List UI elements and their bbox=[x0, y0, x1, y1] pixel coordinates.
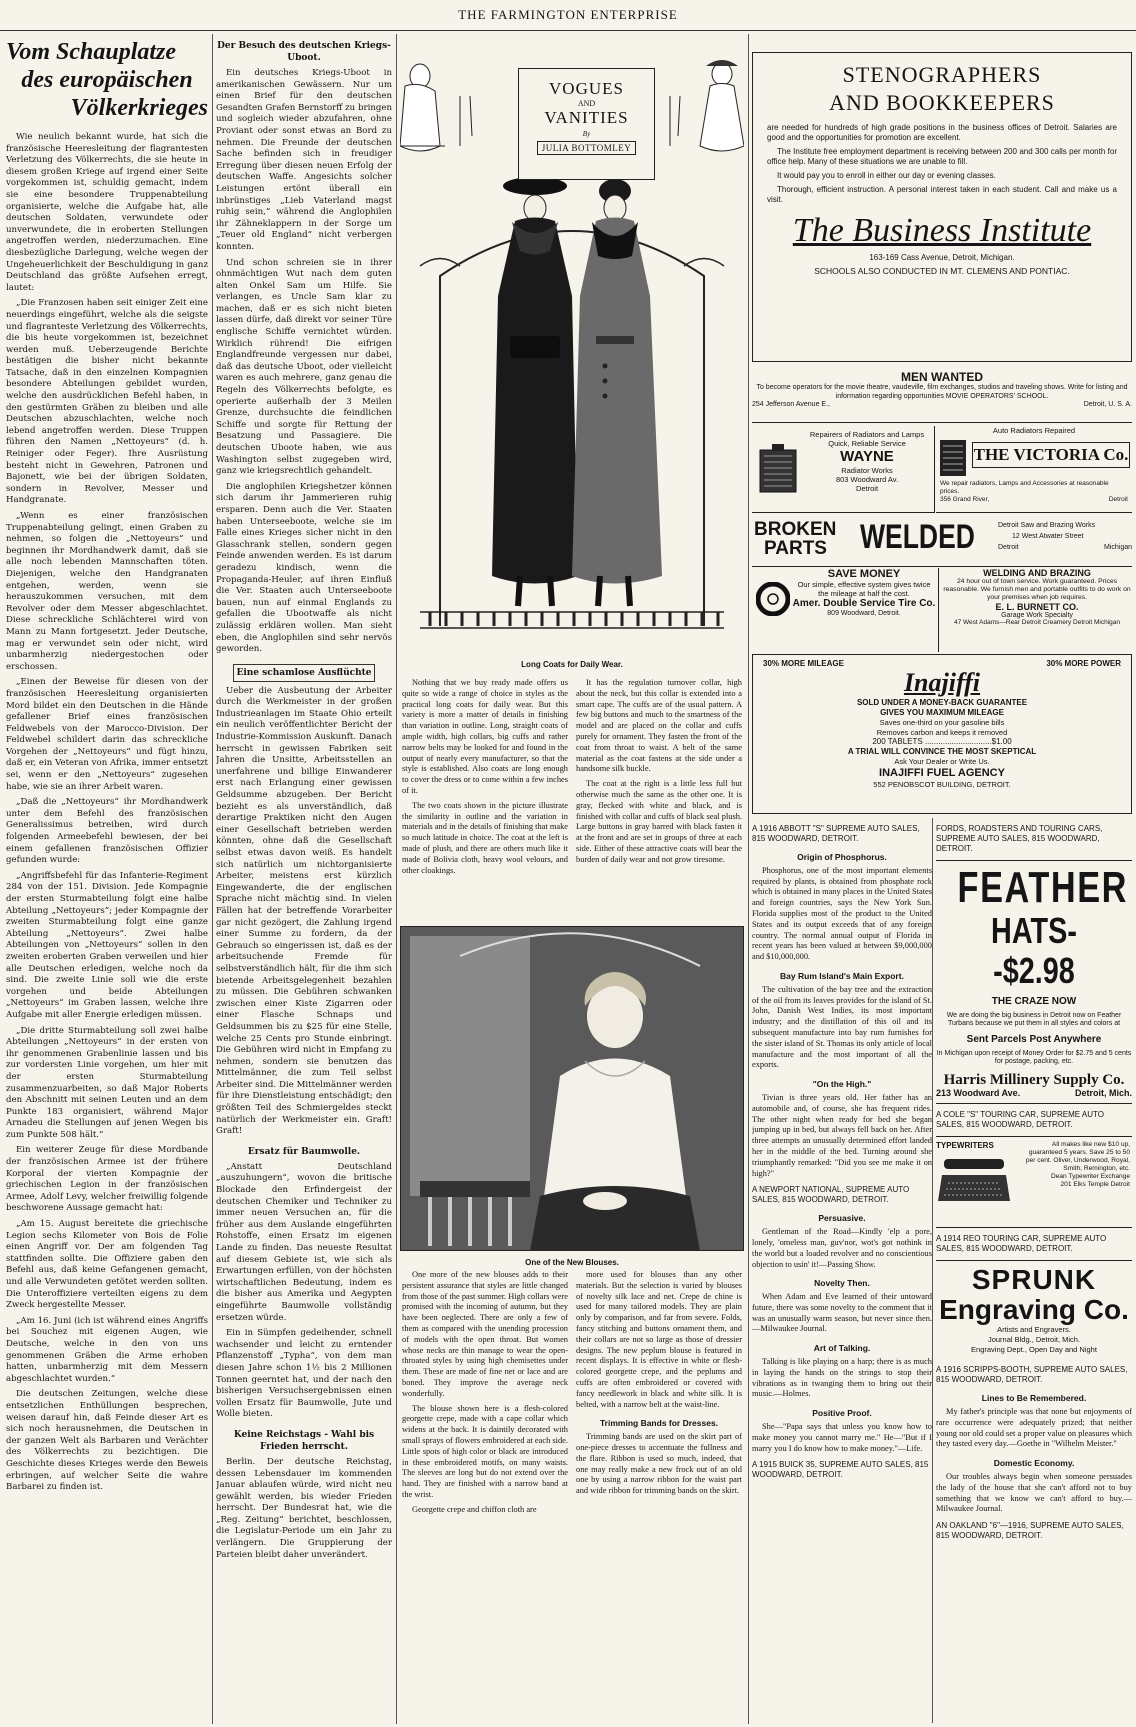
paragraph: It has the regulation turnover collar, high about the neck, but this collar is extended into a smart cape. The cuffs are of the usual pattern. A few big buttons and much to the smartness of the model and are placed on the collar and cuffs purely for ornament. They fasten the front of the coat from throat to waist. A belt of the same material as the coat fastens at the side under a handsome silk buckle. bbox=[576, 678, 742, 774]
victoria-radiator-ad bbox=[936, 426, 1132, 513]
lines-text: My father's principle was that none but enjoyments of rare occurrence were adequately prized; that neither young nor old could set a proper value on pleasures which they tasted every day.—Goethe in "Wilhelm Meister." bbox=[936, 1406, 1132, 1449]
article-title: Ersatz für Baumwolle. bbox=[247, 1146, 361, 1157]
typewriters-title: TYPEWRITERS bbox=[936, 1141, 994, 1151]
classified-auto-ad: A 1914 REO TOURING CAR, SUPREME AUTO SALES, 815 WOODWARD, DETROIT. bbox=[936, 1234, 1107, 1254]
article-title bbox=[216, 664, 392, 682]
parcels-text: In Michigan upon receipt of Money Order for $2.75 and 5 cents for postage, packing, etc. bbox=[936, 1049, 1132, 1066]
coats-article-right bbox=[576, 678, 742, 918]
save-money-text: Our simple, effective system gives twice the mileage at half the cost. bbox=[797, 580, 931, 598]
paragraph: The blouse shown here is a flesh-colored georgette crepe, made with a cape collar which widens at the back. It is daintily decorated with small sprays of flowers embroidered at each side. Little spots of high color or black are introduced in these embroidered motifs, on many waists. The sleeves are long but do not extend over the hand. They are finished with a narrow band at the wrist. bbox=[402, 1403, 568, 1499]
art-of-talking-title: Art of Talking. bbox=[813, 1343, 871, 1354]
sprunk-line: Journal Bldg., Detroit, Mich. bbox=[987, 1335, 1081, 1345]
headline-line-1: Vom Schauplatze bbox=[6, 39, 177, 65]
paragraph: „Einen der Beweise für diesen von der französischen Heeresleitung organisierten Mord bildet ein den Deutschen in die Hände gefallener Brief eines französischen Feldwebels von der Marocco-Division. Der Feldwebel schildert darin das schreckliche Vorgehen der „Nettoyeurs“ und fügt hinzu, daß er, ein Veteran von Afrika, immer entsetzt sei, wenn er den „Nettoyeurs“ zugesehen habe, wie sie an ihrer Arbeit waren. bbox=[6, 677, 208, 792]
paragraph: Ein in Sümpfen gedeihender, schnell wachsender und leicht zu erntender Pflanzenstoff „Typha“, von dem man diesen Jahre schon 1½ bis 2 Millionen Tonnen geerntet hat, und der nach den bisherigen Versuchsergebnissen einen vollen Ersatz für Baumwolle, Jute und Wolle bieten. bbox=[216, 1328, 392, 1420]
inajiffi-line: A TRIAL WILL CONVINCE THE MOST SKEPTICAL bbox=[847, 747, 1037, 756]
wayne-line: Detroit bbox=[855, 484, 879, 493]
dean-address: 201 Elks Temple Detroit bbox=[1060, 1181, 1130, 1189]
column-2 bbox=[216, 34, 392, 1724]
feather-word: FEATHER bbox=[957, 863, 1129, 912]
paragraph: „Anstatt Deutschland „auszuhungern“, wovon die britische Blockade den Erfindergeist der deutschen Chemiker und Techniker zu immer neuen Versuchen an, für die früher aus dem Auslande eingeführten Rohstoffe, einen Ersatz im eigenen Lande zu finden. Das neueste Resultat auf diesem Gebiete ist, wie sich als Erwartungen erfüllen, von der höchsten wirtschaftlichen Bedeutung, indem es die bisher aus Amerika und Aegypten eingeführte Baumwolle vollständig ersetzen würde. bbox=[216, 1161, 392, 1323]
men-wanted-title: MEN WANTED bbox=[901, 370, 983, 384]
inajiffi-price: 200 TABLETS ..............................$1.00 bbox=[872, 737, 1012, 746]
paragraph: „Angriffsbefehl für das Infanterie-Regiment 284 von der 151. Division. Jede Kompagnie der ersten Sturmabteilung folgt eine halbe Abteilung „Nettoyeurs“; jeder Kompagnie der zweiten Sturmabteilung folgt eine ganze Abteilung „Nettoyeurs“. Zwei halbe Abteilungen von „Nettoyeurs“ sollen in den zweiten eroberten Graben verweilen und hier alle Deutschen erledigen, welche noch da sind. Die zweite Linie soll wie die erste vorgehen und beide Abteilungen „Nettoyeurs“ im Graben lassen, welche ihre Aufgabe mit aller Energie erledigen müssen. bbox=[6, 870, 208, 1020]
victoria-address: 356 Grand River, bbox=[940, 496, 990, 503]
trimming-text: Trimming bands are used on the skirt part of one-piece dresses to accentuate the fullness and the flare. Ribbon is used so much, indeed, that one may really make a new frock out of an old one by using a narrow ribbon for the waist part and wide ribbon for trimming bands on the skirt. bbox=[576, 1432, 742, 1496]
domestic-economy-text: Our troubles always begin when someone persuades the lady of the house that she can't afford not to buy something that we know we can't afford to buy.—Milwaukee Journal. bbox=[936, 1471, 1132, 1514]
paragraph: „Die dritte Sturmabteilung soll zwei halbe Abteilungen „Nettoyeurs“ in der ersten von ihr genommenen Grabenlinie lassen und bis zur vordersten Linie vorgehen, um hier mit der ersten Sturmabteilung zusammenzuarbeiten, so daß Major Roberts den Abschnitt mit seinen Leuten und an dem Punkte 183 organisiert, während Major Arnadeu die Stellungen auf jenen Wegen bis zum Punkte 508 hält.“ bbox=[6, 1025, 208, 1140]
col4-left-subcolumn bbox=[752, 818, 933, 1723]
broken-word: BROKEN bbox=[754, 519, 837, 540]
persuasive-text: Gentleman of the Road—Kindly 'elp a pore, lonely, 'omeless man, guv'nor, wot's got nothink in the world but a loaded revolver and no conscientious objection to usin' it!—Passing Show. bbox=[752, 1227, 932, 1269]
inajiffi-line: Ask Your Dealer or Write Us. bbox=[894, 757, 990, 766]
seated-lady-figure-left bbox=[400, 64, 445, 151]
harris-millinery: Harris Millinery Supply Co. bbox=[943, 1071, 1125, 1088]
inajiffi-fuel-ad bbox=[752, 654, 1132, 814]
paragraph: The coat at the right is a little less full but otherwise much the same as the other one. It is gray, flecked with white and black, and is finished with collar and cuffs of black seal plush. Large buttons in gray barred with black fasten it at the front and are set in groups of three at each side. Either of these attractive coats will bear the burden of daily wear and not grow tiresome. bbox=[576, 779, 742, 864]
wayne-line: Repairers of Radiators and Lamps bbox=[809, 430, 925, 439]
paragraph: „Daß die „Nettoyeurs“ ihr Mordhandwerk unter dem Befehl des französischen Generalissimus betreiben, wird durch folgenden Armeebefehl bewiesen, der bei einem gefallenen französischen Offizier gefunden wurde: bbox=[6, 797, 208, 866]
blouse-photo-frame bbox=[400, 926, 744, 1267]
inajiffi-logo: Inajiffi bbox=[903, 668, 981, 697]
burnett-welding-ad bbox=[942, 568, 1132, 652]
paragraph: „Am 15. August bereitete die griechische Legion sechs Kilometer von Bois de Folie einen Angriff vor. Der am folgenden Tag stattfinden sollte. Die Offiziere gaben den Befehl aus, daß keine Gefangenen gemacht, und alle Verwundeten getötet werden sollten. Die Unteroffiziere verteilten eigens zu dem Zweck hergestellte Messer. bbox=[6, 1219, 208, 1311]
bay-rum-title: Bay Rum Island's Main Export. bbox=[780, 970, 904, 981]
headline bbox=[6, 38, 208, 122]
and-word: AND bbox=[577, 99, 596, 108]
vogues-word: VOGUES bbox=[549, 79, 624, 98]
article-body bbox=[216, 686, 392, 1138]
engraving-co: Engraving Co. bbox=[939, 1294, 1129, 1326]
victoria-name: THE VICTORIA Co. bbox=[972, 442, 1130, 468]
paragraph: Ein weiterer Zeuge für diese Mordbande der französischen Armee ist der frühere Korporal der vierten Kompagnie der griechischen Legion in der französischen Armee, Adolf Levy, welcher freiwillig folgende beschworene Aussage gemacht hat: bbox=[6, 1145, 208, 1214]
paragraph: more used for blouses than any other materials. But the selection is varied by blouses of novelty silk lace and net. Crepe de chine is used for many tailored models. They are plain only by comparison, and far from severe. Folds, fancy stitching and buttons ornament them, and their collars are not so large as those of dressier designs. The new peplum blouse is featured in recent displays. It is effective in white or flesh-colored georgette crepe, and the peplums and cuffs are often embroidered or covered with fancy needlework in black and white silk. It is belted, with a narrow belt at the waist-line. bbox=[576, 1270, 742, 1409]
sprunk-line: Engraving Dept., Open Day and Night bbox=[971, 1345, 1097, 1355]
positive-proof-title: Positive Proof. bbox=[812, 1408, 872, 1419]
inajiffi-line: Saves one-third on your gasoline bills bbox=[879, 718, 1005, 727]
coats-article-left bbox=[402, 678, 568, 918]
paragraph: Und schon schreien sie in ihrer ohnmächtigen Wut nach dem guten alten Onkel Sam um Hilfe. Sie verlangen, es Uncle Sam klar zu machen, daß er es sich nicht bieten lassen dürfe, daß direkt vor seiner Türe englische Schiffe vernichtet würden. Wirklich rührend! Die eifrigen Englandfreunde vergessen nur dabei, daß das deutsche Uboot, oder vielleicht waren es auch mehrere, ganz genau die Regeln des Völkerrechts befolgte, es operierte außerhalb der 3 Meilen Grenze, durchsuchte die feindlichen Schiffe und sorgte für Rettung der Besatzung und Passagiere. Die deutschen Uboote haben, wie aus Washington selbst zugegeben wird, ganz wie kriegsrechtlich gehandelt. bbox=[216, 257, 392, 477]
radiator-icon bbox=[756, 444, 800, 496]
inajiffi-line: Removes carbon and keeps it removed bbox=[876, 727, 1008, 737]
art-of-talking-text: Talking is like playing on a harp; there is as much in laying the hands on the strings to stop their vibrations as in twanging them to bring out their music.—Holmes. bbox=[752, 1357, 932, 1399]
on-the-high-text: Tivian is three years old. Her father has an automobile and, of course, she has frequent rides. The other night when ready for bed she began jumping up in bed, but always fell back on her. After three attempts an unusually determined effort landed her in the middle of the bed. Turning around she triumphantly remarked: "Did you see me make it on high?" bbox=[752, 1092, 932, 1178]
men-wanted-text: To become operators for the movie theatre, vaudeville, film exchanges, studios and traveling shows. Write for listing and information regarding opportunities MOVIE OPERATORS' SCHOOL. bbox=[756, 384, 1128, 400]
steno-title-2: AND BOOKKEEPERS bbox=[829, 90, 1055, 115]
paragraph: „Am 16. Juni (ich ist während eines Angriffs bei Souchez mit eigenen Augen, wie Deutsche, welche in den von uns genommenen Gräben die Arme erhoben hatten, unbarmherzig mit dem Messern abgeschlachtet wurden.“ bbox=[6, 1315, 208, 1384]
men-wanted-address: 254 Jefferson Avenue E., bbox=[752, 401, 830, 408]
paragraph: Berlin. Der deutsche Reichstag, dessen Lebensdauer im kommenden Januar ablaufen würde, wird nicht neu gewählt werden, bis wieder Frieden herrscht. Der Bundesrat hat, wie die „Reg. Zeitung“ berichtet, beschlossen, die Legislatur-Periode um ein Jahr zu verlängern. Die Gruppierung der Parteien bleibt daher unverändert. bbox=[216, 1456, 392, 1560]
save-money-ad bbox=[752, 568, 939, 652]
article-body bbox=[216, 1162, 392, 1421]
men-wanted-ad bbox=[752, 370, 1132, 423]
craze-now: THE CRAZE NOW bbox=[991, 996, 1077, 1007]
woman-dark-plush-coat bbox=[492, 168, 578, 606]
paragraph: Nothing that we buy ready made offers us quite so wide a range of choice in styles as the practical long coats for daily wear. But this variety is more a matter of details in finishing than variation in outline. Long, straight coats of ample width, high collars, big cuffs and rather narrow belts may be looked for and found in the output of nearly every manufacturer, so that the style is established. Also coats are long enough to cover the dress or to come within a few inches of it. bbox=[402, 678, 568, 795]
wayne-line: Quick, Reliable Service bbox=[828, 439, 906, 448]
welded-word: WELDED bbox=[860, 518, 975, 556]
paragraph: Ein deutsches Kriegs-Uboot in amerikanischen Gewässern. Nur um einen Brief für den deutschen Gesandten Grafen Bernstorff zu bringen und sogleich wieder abzufahren, ohne Proviant oder sonst etwas an Bord zu nehmen. Die Freunde der deutschen Sache befinden sich in freudiger Erregung über diesen neuen Erfolg der deutschen Waffe. Angesichts solcher Leistungen ertönt überall ein inbrünstiges „Lieb Vaterland magst ruhig sein,“ während die Anglophilen ihr Zähneklappern in der Sorge um „Teuer old England“ nicht verbergen konnten. bbox=[216, 68, 392, 252]
trimming-title: Trimming Bands for Dresses. bbox=[599, 1418, 719, 1429]
inajiffi-line: SOLD UNDER A MONEY-BACK GUARANTEE bbox=[856, 698, 1028, 707]
sprunk-name: SPRUNK bbox=[971, 1264, 1097, 1296]
schools-note: SCHOOLS ALSO CONDUCTED IN MT. CLEMENS AND PONTIAC. bbox=[814, 266, 1070, 276]
inajiffi-line: GIVES YOU MAXIMUM MILEAGE bbox=[880, 708, 1004, 717]
burnett-text: 24 hour out of town service. Work guaranteed. Prices reasonable. We furnish men and portable outfits to do work on your premises when job requires. bbox=[943, 578, 1131, 601]
paragraph: Die anglophilen Kriegshetzer können sich darum ihr Jammerieren ruhig ersparen. Denn auch die Ver. Staaten haben Unterseeboote, welche sie im Falle eines Krieges sicher nicht in den Glasschrank stellen, sondern gegen Feinde anwenden werden. Es ist darum geradezu kindisch, wenn die Propaganda-Heuler, auf ihren Einfluß die Ver. Staaten auch Unterseeboote bauen, nun auf einmal Englands zu gefallen die Ubootwaffe als nicht zulässig erklären wollen. Man sieht eben, die Anglophilen sind sehr nervös geworden. bbox=[216, 481, 392, 655]
vogues-and-vanities-title-box bbox=[518, 68, 655, 180]
article-title: Der Besuch des deutschen Kriegs-Uboot. bbox=[217, 41, 391, 63]
welded-company: Detroit Saw and Brazing Works bbox=[998, 522, 1096, 529]
classified-auto-ad: A NEWPORT NATIONAL, SUPREME AUTO SALES, 815 WOODWARD, DETROIT. bbox=[752, 1185, 910, 1205]
column-1 bbox=[6, 34, 208, 1724]
paragraph: The two coats shown in the picture illustrate the similarity in outline and the variation in materials and in the details of finishing that make so much latitude in choice. The coat at the left is made of plush, and there are others much like it made of Bolivia cloth, heavy wool velours, and other cloakings. bbox=[402, 800, 568, 875]
lines-title: Lines to Be Remembered. bbox=[981, 1393, 1087, 1404]
radiator-icon bbox=[938, 438, 968, 478]
positive-proof-text: She—"Papa says that unless you know how to make money you cannot marry me." He—"But if I marry you I do know how to make money."—Life. bbox=[752, 1422, 932, 1453]
column-rule bbox=[212, 34, 213, 1724]
novelty-title: Novelty Then. bbox=[814, 1278, 870, 1289]
steno-paragraph: are needed for hundreds of high grade positions in the business offices of Detroit. Salaries are good and the opportunities for promotion are excellent. bbox=[767, 123, 1117, 142]
article-body bbox=[216, 68, 392, 656]
col4-right-subcolumn bbox=[936, 818, 1132, 1723]
harris-address: 213 Woodward Ave. bbox=[936, 1088, 1021, 1099]
inajiffi-address: 552 PENOBSCOT BUILDING, DETROIT. bbox=[873, 779, 1011, 789]
men-wanted-city: Detroit, U. S. A. bbox=[1083, 401, 1132, 408]
steno-paragraph: Thorough, efficient instruction. A personal interest taken in each student. Call and make us a visit. bbox=[767, 185, 1117, 204]
typewriter-icon bbox=[938, 1155, 1010, 1205]
dean-exchange: Dean Typewriter Exchange bbox=[1050, 1173, 1130, 1181]
novelty-text: When Adam and Eve learned of their untoward future, there was some novelty to the comment that it was an unusually warm season, but never since then.—Milwaukee Journal. bbox=[752, 1292, 932, 1334]
institute-address: 163-169 Cass Avenue, Detroit, Michigan. bbox=[869, 253, 1015, 262]
blouse-photograph bbox=[400, 926, 744, 1251]
paragraph: Wie neulich bekannt wurde, hat sich die französische Heeresleitung der flagrantesten Verletzung des Völkerrechts, die sie heute in diesem großen Kriege auf irgend einer Seite vorgekommen ist, schuldig gemacht, indem sie eine besondere Truppenabteilung organisierte, welche die Aufgabe hat, alle deutschen Soldaten, verwundete oder unverwundete, die in eroberten Stellungen angetroffen werden, niederzumachen. Eine diesbezügliche Darlegung, welche wegen der Ungeheuerlichkeit der Beschuldigung in ganz Deutschland das größte Aufsehen erregt, lautet: bbox=[6, 132, 208, 293]
blouse-article-right bbox=[576, 1270, 742, 1725]
welded-city: Detroit bbox=[998, 544, 1019, 551]
victoria-text: We repair radiators, Lamps and Accessories at reasonable prices. bbox=[940, 480, 1109, 495]
wayne-line: Radiator Works bbox=[841, 466, 893, 475]
typewriters-text: All makes like new $10 up, guaranteed 5 years. Save 25 to 50 per cent. Oliver, Underwood, Royal, Smith, Remington, etc. bbox=[1025, 1141, 1130, 1173]
more-mileage-label: 30% MORE MILEAGE bbox=[763, 659, 844, 668]
sprunk-engraving-ad bbox=[936, 1260, 1132, 1359]
domestic-economy-title: Domestic Economy. bbox=[993, 1458, 1075, 1469]
on-the-high-title: "On the High." bbox=[812, 1079, 872, 1090]
steno-paragraph: The Institute free employment department is receiving between 200 and 300 calls per month for office help. Many of these situations we are unable to fill. bbox=[767, 147, 1117, 166]
stenographers-ad bbox=[752, 52, 1132, 362]
harris-city: Detroit, Mich. bbox=[1074, 1088, 1132, 1099]
caption-long-coats: Long Coats for Daily Wear. bbox=[521, 660, 623, 669]
burnett-sub: Garage Work Specialty bbox=[1001, 612, 1073, 619]
wayne-radiator-ad bbox=[752, 426, 935, 513]
caption-new-blouses: One of the New Blouses. bbox=[525, 1258, 619, 1267]
standing-lady-figure-right bbox=[700, 60, 744, 151]
burnett-name: E. L. BURNETT CO. bbox=[995, 602, 1079, 612]
vanities-word: VANITIES bbox=[544, 108, 629, 127]
headline-line-3: Völkerkrieges bbox=[70, 95, 208, 121]
masthead bbox=[0, 0, 1136, 31]
classified-auto-ad: A COLE "S" TOURING CAR, SUPREME AUTO SALES, 815 WOODWARD, DETROIT. bbox=[936, 1110, 1104, 1130]
tire-company-address: 809 Woodward, Detroit. bbox=[827, 610, 901, 617]
phosphorus-title: Origin of Phosphorus. bbox=[797, 852, 887, 862]
welded-state: Michigan bbox=[1103, 544, 1132, 551]
steno-title-1: STENOGRAPHERS bbox=[842, 62, 1042, 87]
classified-auto-ad: AN OAKLAND "6"—1916, SUPREME AUTO SALES, 815 WOODWARD, DETROIT. bbox=[936, 1521, 1124, 1541]
typewriters-ad bbox=[936, 1136, 1132, 1228]
newspaper-title: THE FARMINGTON ENTERPRISE bbox=[458, 7, 678, 22]
classified-auto-ad: A 1916 ABBOTT "S" SUPREME AUTO SALES, 815 WOODWARD, DETROIT. bbox=[752, 824, 920, 843]
sprunk-line: Artists and Engravers. bbox=[997, 1325, 1071, 1335]
save-money-title: SAVE MONEY bbox=[827, 568, 901, 580]
author-name: JULIA BOTTOMLEY bbox=[537, 141, 637, 155]
woman-gray-flecked-coat bbox=[572, 179, 662, 606]
paragraph: „Die Franzosen haben seit einiger Zeit eine neuerdings eingeführt, welche als die seigste und flagranteste Verletzung des Völkerrechts, die bis heute vorgekommen ist, bezeichnet werden muß. Ueberzeugende Berichte bestätigen die bisher nicht bekannte Tatsache, daß in den einzelnen Kompagnien besondere Abteilungen gebildet wurden, welche den ausdrücklichen Befehl haben, in den gestürmten Gräben zu bleiben und alle Deutschen abzuschlachten, welche noch lebend angetroffen werden. Diese Truppen führen den Namen „Nettoyeurs“ (d. h. Reiniger oder Feger). Ihre Ausrüstung besteht nicht in Gewehren, Patronen und Bajonett, wie bei der übrigen Soldaten, sondern in Revolver, Messer und Handgranate. bbox=[6, 298, 208, 506]
burnett-title: WELDING AND BRAZING bbox=[983, 568, 1091, 578]
column-rule bbox=[396, 34, 397, 1724]
phosphorus-text: Phosphorus, one of the most important elements required by plants, is obtained from phosphate rock which is obtained in many places in the United States and foreign countries, says the New York Sun. Florida supplies most of the product to the United States and its output exceeds that of any foreign country. The normal annual output of Florida in recent years has been valued at between $9,000,000 and $10,000,000. bbox=[752, 865, 932, 962]
broken-parts-welded-ad bbox=[752, 516, 1132, 567]
classified-auto-ad: FORDS, ROADSTERS AND TOURING CARS, SUPREME AUTO SALES, 815 WOODWARD, DETROIT. bbox=[936, 824, 1103, 853]
craze-text: We are doing the big business in Detroit now on Feather Turbans because we put them in all styles and colors at bbox=[946, 1011, 1122, 1028]
paragraph: „Wenn es einer französischen Truppenabteilung gelingt, einen Graben zu nehmen, so folgen die „Nettoyeurs“ und beginnen ihr Mordhandwerk damit, daß sie alle noch lebenden Mannschaften töten. Diejenigen, welche den Handgranaten entgehen, werden, wenn sie herauszukommen versuchen, mit dem Revolver oder dem Messer abgeschlachtet. Diese schreckliche Schlächterei wird von Mann zu Mann fortgesetzt. Jeder Deutsche, mag er verwundet sein oder nicht, wird unbarmherzig niedergestochen oder erschossen. bbox=[6, 511, 208, 672]
tire-company-name: Amer. Double Service Tire Co. bbox=[792, 598, 936, 609]
welded-street: 12 West Atwater Street bbox=[1012, 533, 1084, 540]
article-title: Keine Reichstags - Wahl bis Frieden herrscht. bbox=[233, 1429, 375, 1452]
paragraph: Georgette crepe and chiffon cloth are bbox=[412, 1504, 537, 1514]
column-rule bbox=[748, 34, 749, 1724]
burnett-address: 47 West Adams—Rear Detroit Creamery Detroit Michigan bbox=[953, 619, 1121, 626]
victoria-top: Auto Radiators Repaired bbox=[992, 426, 1076, 435]
wayne-line: 803 Woodward Av. bbox=[835, 475, 899, 484]
bay-rum-text: The cultivation of the bay tree and the extraction of the oil from its leaves provides for the island of St. John, Danish West Indies, its most important industry; and the distillation of this oil and its subsequent manufacture into bay rum furnishes for the sister island of St. Thomas its only article of local manufacture and the most important of all the exports. bbox=[752, 984, 932, 1070]
hats-price: HATS--$2.98 bbox=[991, 910, 1077, 991]
paragraph: Die deutschen Zeitungen, welche diese entsetzlichen Enthüllungen besprechen, weisen darauf hin, daß Feinde dieser Art es sich noch herausnehmen, die Deutschen in der ganzen Welt als Barbaren und Verächter des Völkerrechts zu bezichtigen. Die Geschichte dieses Krieges werde den Beweis erbringen, auf welcher Seite die wahre Barbarei zu finden ist. bbox=[6, 1389, 208, 1493]
article-body bbox=[6, 132, 208, 1494]
parts-word: PARTS bbox=[764, 538, 827, 559]
steno-paragraph: It would pay you to enroll in either our day or evening classes. bbox=[777, 171, 996, 180]
article-title-text: Eine schamlose Ausflüchte bbox=[233, 664, 374, 682]
headline-line-2: des europäischen bbox=[21, 67, 193, 93]
persuasive-title: Persuasive. bbox=[818, 1213, 866, 1224]
classified-auto-ad: A 1916 SCRIPPS-BOOTH, SUPREME AUTO SALES, 815 WOODWARD, DETROIT. bbox=[936, 1365, 1128, 1385]
paragraph: One more of the new blouses adds to their persistent assurance that styles are little changed from those of the past summer. High collars were promised with the incoming of autumn, but they have been neglected. There are only a few of them as compared with the unending procession of models with the open throat. But women whose necks are thin manage to wear the open-throated styles by using high chemisettes under them. These are made of fine net or lace and are boned. They improve the average neck wonderfully. bbox=[402, 1270, 568, 1398]
business-institute-logo: The Business Institute bbox=[792, 212, 1092, 249]
paragraph: Ueber die Ausbeutung der Arbeiter durch die Werkmeister in der großen Industrieanlagen im Staate Ohio erteilt ein neulich veröffentlichter Bericht der Industrie-Kommission Auskunft. Danach herrscht in gewissen Fabriken seit Jahren die Unsitte, Arbeitsstellen an unerfahrene und billige Einwanderer erst nach Erlangung einer gewissen Geldsumme abzugeben. Der Bericht bezieht es als unverständlich, daß derartige Praktiken nicht den Augen einer Gesellschaft betrieben werden könnten, ohne daß die Gesellschaft selbst etwas davon weiß. Es handelt sich natürlich um nichtorganisierte Arbeiter, meistens erst kürzlich Eingewanderte, die der englischen Sprache nicht mächtig sind. In vielen Fällen hat der betreffende Vorarbeiter gar nicht gezögert, die Zahlung irgend einer Summe zu fordern, da der Gebrauch so eingerissen ist, daß es der arbeitsuchende Fremde für selbstverständlich hält, für die ihm sich bietende Arbeitsgelegenheit bezahlen zu müssen. Die Gebühren schwanken zwischen einer Kiste Zigarren oder einer Flasche Schnaps und Geldsummen bis zu $25 für eine Stelle, welche 25 Cents pro Stunde einbringt. Die Gebühren wird nicht in Empfang zu nehmen, sondern sie benutzen das Mittelmänner, die zum Teil selbst Arbeiter sind. Die Mittelmänner werden für ihre Dienstleistung entschädigt; den größten Teil des Schmiergeldes steckt natürlich der Werkmeister ein. Graft! Graft! bbox=[216, 685, 392, 1137]
by-line: By bbox=[582, 130, 591, 138]
article-body bbox=[216, 1457, 392, 1561]
more-power-label: 30% MORE POWER bbox=[1046, 659, 1121, 668]
tire-icon bbox=[756, 582, 790, 616]
inajiffi-agency: INAJIFFI FUEL AGENCY bbox=[879, 766, 1005, 779]
parcels-post: Sent Parcels Post Anywhere bbox=[966, 1033, 1102, 1045]
classified-auto-ad: A 1915 BUICK 35, SUPREME AUTO SALES, 815 WOODWARD, DETROIT. bbox=[752, 1460, 929, 1480]
feather-hats-ad bbox=[936, 860, 1132, 1104]
blouse-article-left bbox=[402, 1270, 568, 1725]
wayne-name: WAYNE bbox=[840, 448, 894, 465]
victoria-city: Detroit bbox=[1108, 496, 1128, 503]
